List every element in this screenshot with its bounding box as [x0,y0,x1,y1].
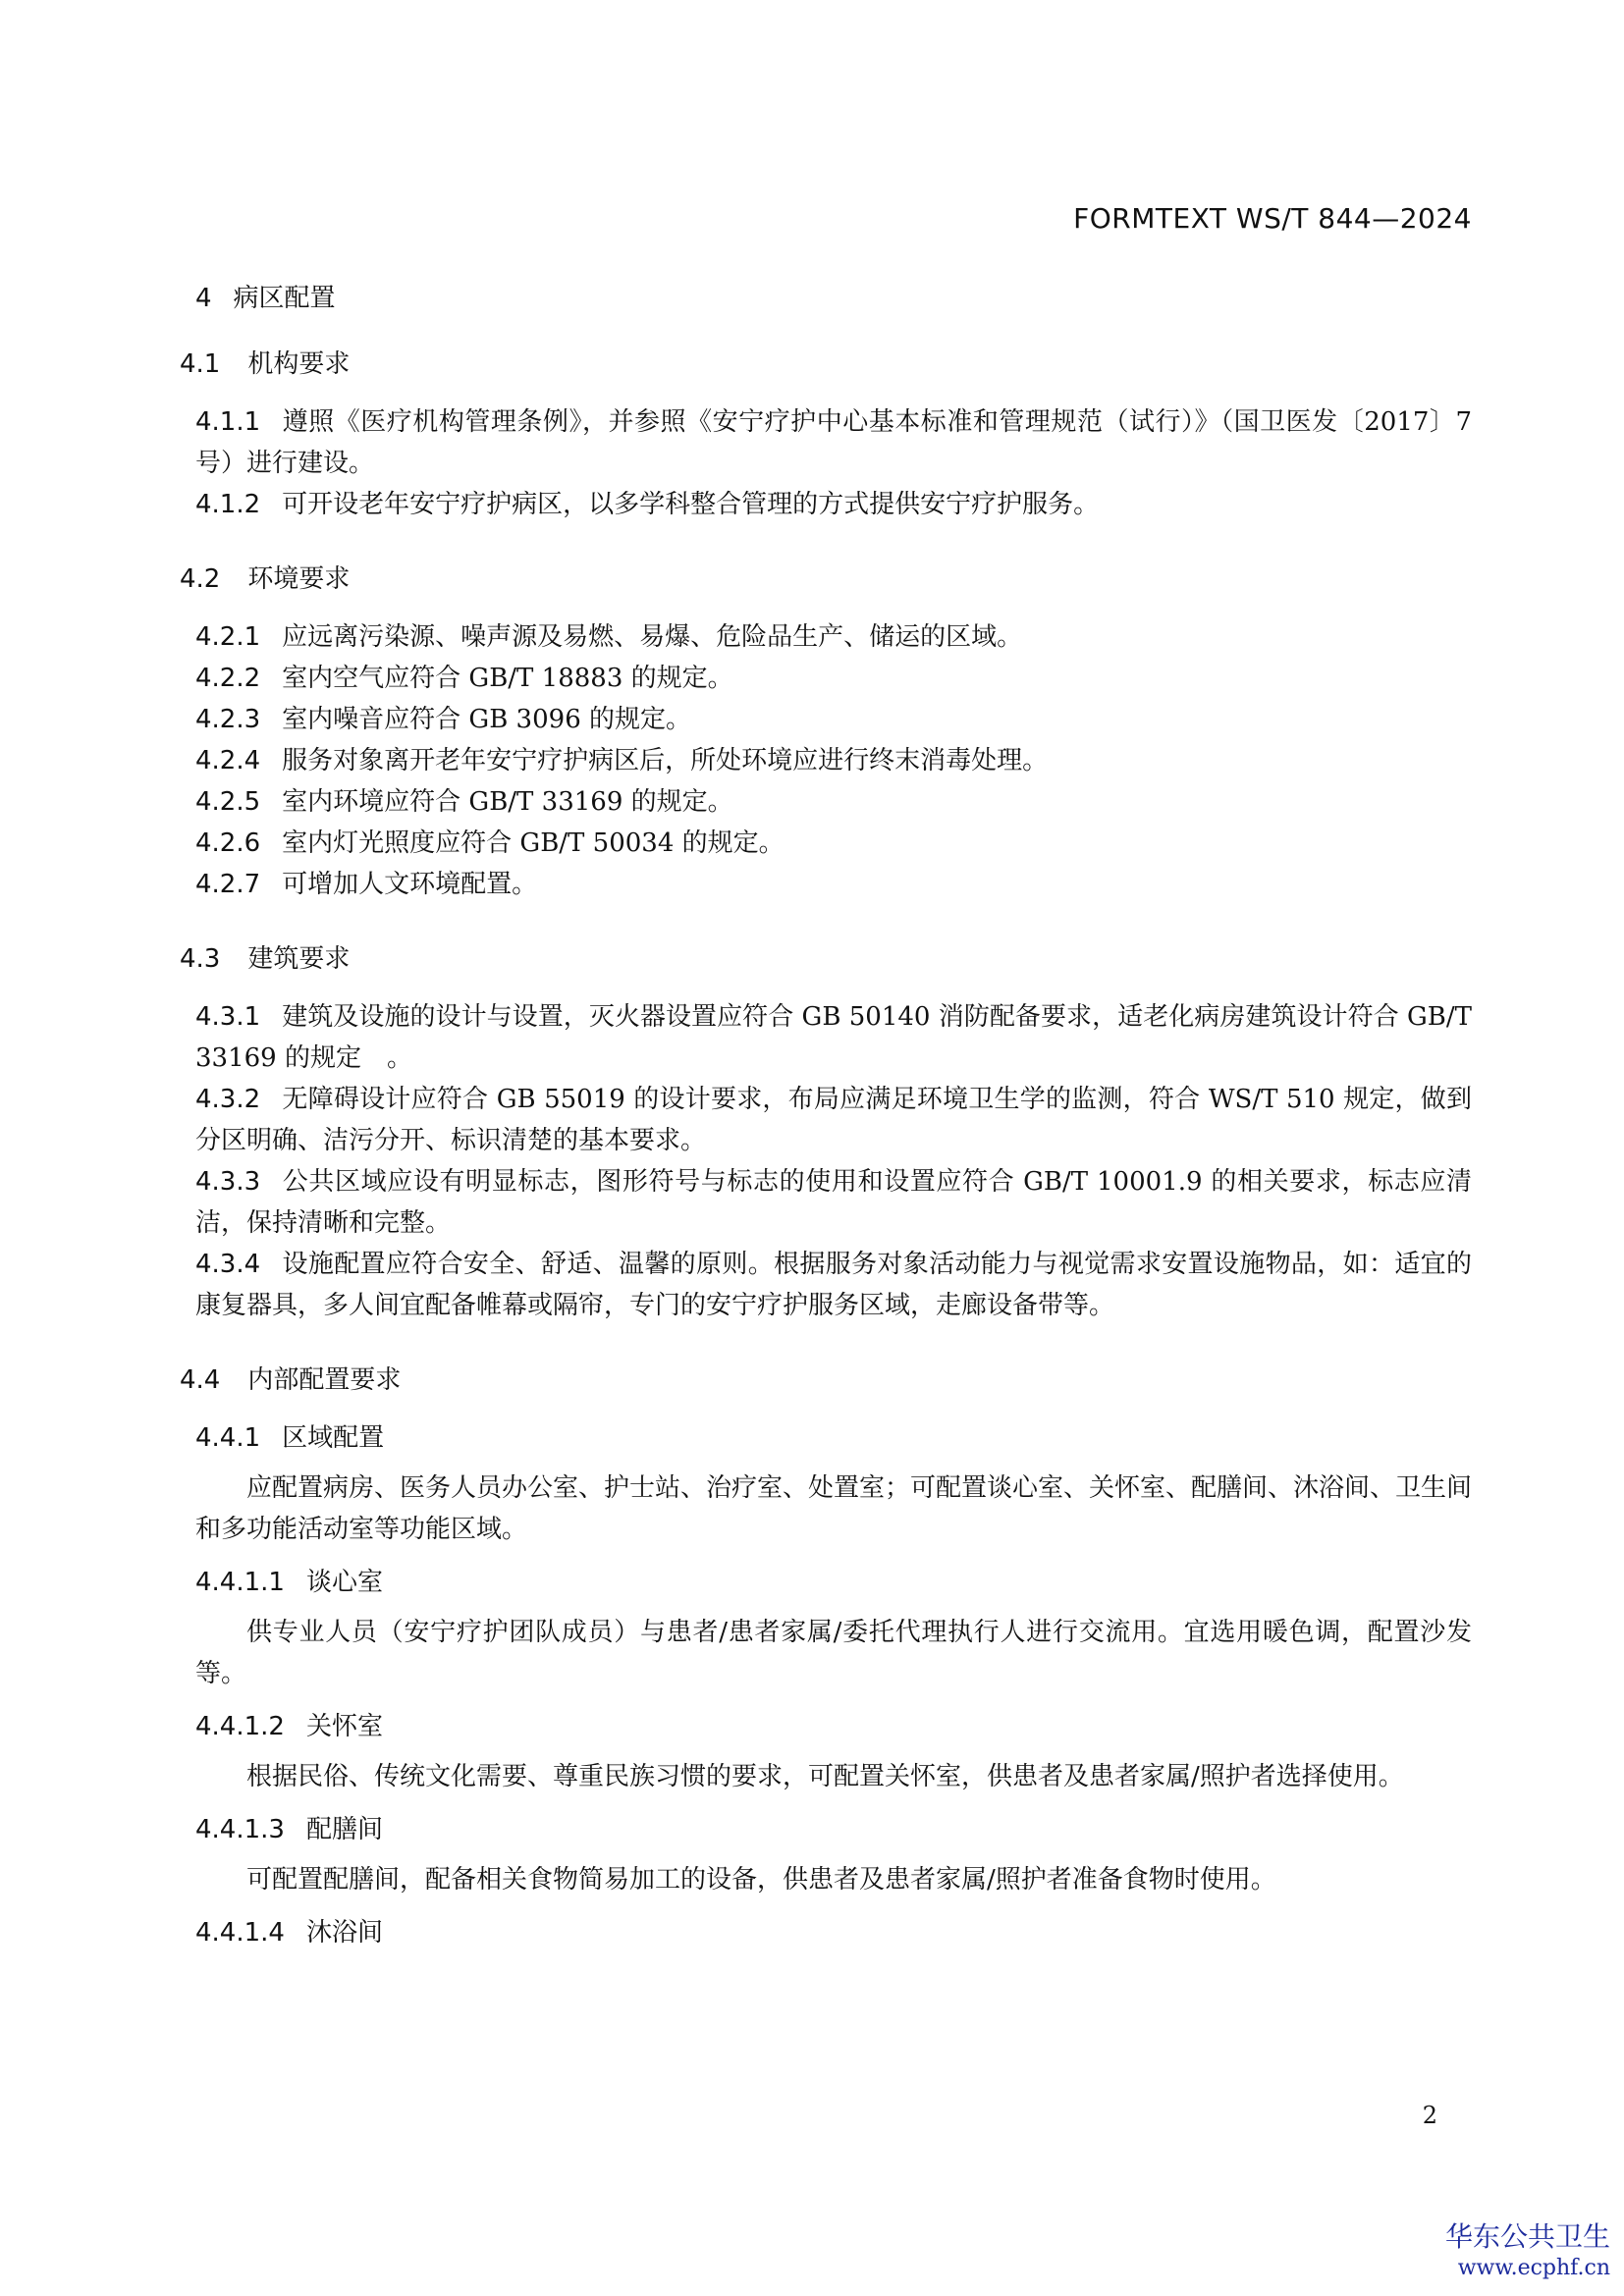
clause-number: 4.3.1 [195,1002,261,1032]
clause-text: 建筑及设施的设计与设置，灭火器设置应符合 GB 50140 消防配备要求，适老化病房建筑设计符合 GB/T 33169 的规定 。 [195,1002,1472,1073]
section-number: 4.4.1.1 [195,1568,285,1597]
section-heading-4-1 [180,344,1472,380]
clause-number: 4.2.5 [195,787,261,817]
section-heading-4-4-1-4 [195,1912,1472,1949]
clause-number: 4.2.3 [195,705,261,734]
section-number: 4.4 [180,1365,221,1395]
clause-text: 可开设老年安宁疗护病区，以多学科整合管理的方式提供安宁疗护服务。 [282,490,1100,519]
clause-text: 遵照《医疗机构管理条例》，并参照《安宁疗护中心基本标准和管理规范（试行）》（国卫医发〔2017〕7号）进行建设。 [195,407,1472,478]
section-title: 内部配置要求 [247,1365,402,1395]
section-heading-4 [195,278,1472,314]
watermark-url: www.ecphf.cn [1457,2256,1610,2280]
clause-4-3-4 [195,1244,1472,1326]
clause-text: 室内灯光照度应符合 GB/T 50034 的规定。 [282,828,785,858]
section-title: 沐浴间 [305,1918,383,1948]
section-heading-4-4 [180,1360,1472,1396]
section-title: 病区配置 [233,284,336,313]
section-number: 4.4.1.4 [195,1918,285,1948]
clause-text: 服务对象离开老年安宁疗护病区后，所处环境应进行终末消毒处理。 [282,746,1049,775]
section-title: 谈心室 [305,1568,383,1597]
clause-number: 4.1.1 [195,407,261,437]
section-number: 4.4.1.3 [195,1815,285,1844]
section-number: 4.4.1.2 [195,1712,285,1741]
section-number: 4.1 [180,349,221,379]
section-number: 4.3 [180,944,221,974]
clause-4-2-2 [195,658,1472,699]
clause-text: 无障碍设计应符合 GB 55019 的设计要求，布局应满足环境卫生学的监测，符合 WS/T 510 规定，做到分区明确、洁污分开、标识清楚的基本要求。 [195,1085,1472,1155]
clause-number: 4.2.1 [195,622,261,652]
clause-text: 公共区域应设有明显标志，图形符号与标志的使用和设置应符合 GB/T 10001.9 的相关要求，标志应清洁，保持清晰和完整。 [195,1167,1472,1238]
clause-4-1-2 [195,484,1472,525]
paragraph-4-4-1-3: 可配置配膳间，配备相关食物简易加工的设备，供患者及患者家属/照护者准备食物时使用。 [246,1865,1276,1895]
clause-number: 4.2.6 [195,828,261,858]
paragraph-4-4-1: 应配置病房、医务人员办公室、护士站、治疗室、处置室；可配置谈心室、关怀室、配膳间、沐浴间、卫生间和多功能活动室等功能区域。 [195,1473,1473,1544]
section-number: 4.2 [180,564,221,594]
section-title: 环境要求 [247,564,351,594]
section-heading-4-4-1-1 [195,1562,1472,1598]
clause-text: 设施配置应符合安全、舒适、温馨的原则。根据服务对象活动能力与视觉需求安置设施物品，如：适宜的康复器具，多人间宜配备帷幕或隔帘，专门的安宁疗护服务区域，走廊设备带等。 [195,1250,1472,1320]
clause-text: 室内环境应符合 GB/T 33169 的规定。 [282,787,733,817]
clause-text: 可增加人文环境配置。 [282,870,538,899]
watermark [1445,2220,1610,2283]
section-title: 配膳间 [305,1815,383,1844]
section-heading-4-2 [180,559,1472,595]
section-heading-4-4-1 [195,1417,1472,1454]
section-number: 4.4.1 [195,1423,261,1453]
clause-4-3-2 [195,1079,1472,1161]
section-number: 4 [195,284,212,313]
clause-4-2-5 [195,781,1472,823]
clause-4-2-1 [195,616,1472,658]
clause-number: 4.1.2 [195,490,261,519]
clause-number: 4.3.4 [195,1250,261,1279]
clause-4-2-7 [195,864,1472,905]
paragraph-4-4-1-1: 供专业人员（安宁疗护团队成员）与患者/患者家属/委托代理执行人进行交流用。宜选用暖色调，配置沙发等。 [195,1618,1472,1688]
clause-text: 室内空气应符合 GB/T 18883 的规定。 [282,664,733,693]
clause-text: 应远离污染源、噪声源及易燃、易爆、危险品生产、储运的区域。 [282,622,1023,652]
clause-4-2-6 [195,823,1472,864]
section-title: 关怀室 [305,1712,383,1741]
section-title: 建筑要求 [247,944,351,974]
section-heading-4-4-1-3 [195,1809,1472,1845]
clause-4-3-3 [195,1161,1472,1244]
clause-number: 4.2.2 [195,664,261,693]
clause-4-2-3 [195,699,1472,740]
clause-4-2-4 [195,740,1472,781]
document-id-header: FORMTEXT WS/T 844—2024 [1073,202,1472,235]
section-title: 机构要求 [247,349,351,379]
paragraph-4-4-1-2: 根据民俗、传统文化需要、尊重民族习惯的要求，可配置关怀室，供患者及患者家属/照护者选择使用。 [246,1762,1404,1791]
section-heading-4-4-1-2 [195,1706,1472,1742]
clause-number: 4.3.3 [195,1167,261,1197]
clause-number: 4.3.2 [195,1085,261,1114]
document-body [180,278,1472,1962]
clause-number: 4.2.4 [195,746,261,775]
section-title: 区域配置 [282,1423,385,1453]
page-number: 2 [1422,2102,1437,2129]
watermark-title: 华东公共卫生 [1444,2220,1610,2253]
clause-number: 4.2.7 [195,870,261,899]
clause-4-1-1 [195,401,1472,484]
clause-text: 室内噪音应符合 GB 3096 的规定。 [282,705,691,734]
clause-4-3-1 [195,996,1472,1079]
section-heading-4-3 [180,938,1472,975]
